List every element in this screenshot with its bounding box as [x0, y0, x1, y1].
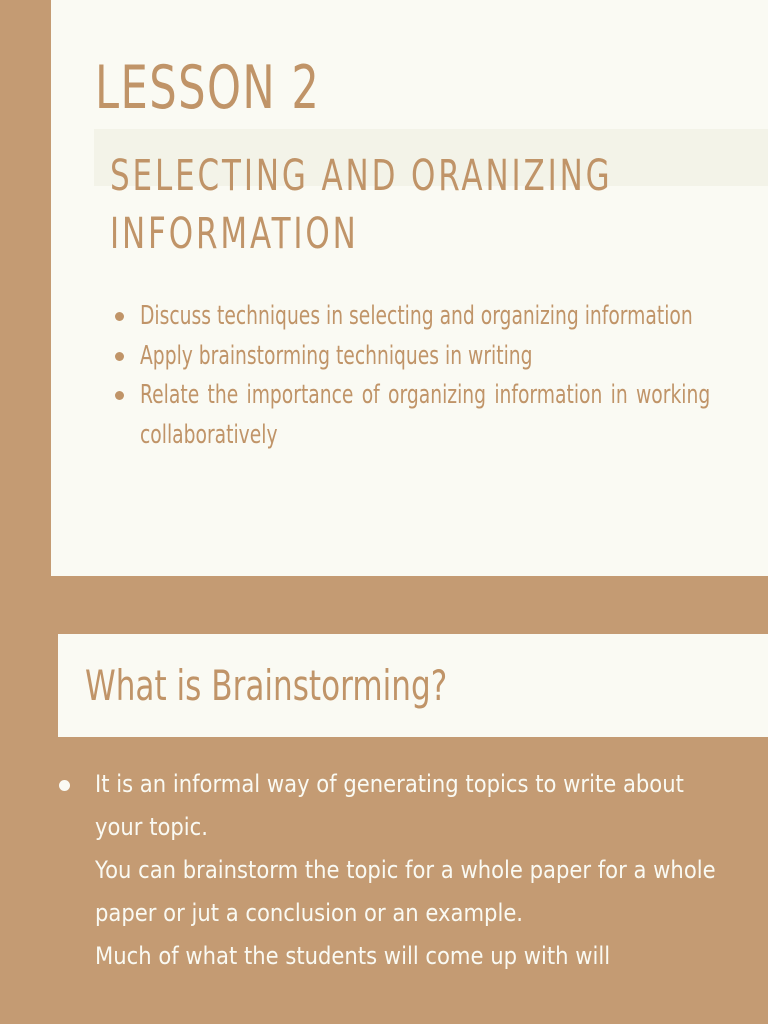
- body-paragraph: Much of what the students will come up with will: [95, 942, 611, 970]
- bullet-icon: [115, 391, 124, 400]
- bullet-icon: [115, 352, 124, 361]
- lesson-subtitle-line-2: INFORMATION: [110, 209, 359, 259]
- lesson-card: [51, 0, 768, 576]
- brainstorming-heading-card: [58, 634, 768, 737]
- objective-text: Relate the importance of organizing information in working collaboratively: [140, 380, 711, 450]
- objective-text: Discuss techniques in selecting and organizing information: [140, 301, 693, 331]
- objective-text: Apply brainstorming techniques in writing: [140, 340, 533, 371]
- lesson-title: LESSON 2: [95, 53, 321, 123]
- lesson-subtitle-line-1: SELECTING AND ORANIZING: [110, 151, 613, 201]
- body-paragraph: You can brainstorm the topic for a whole paper for a whole paper or jut a conclusion or an example.: [95, 856, 716, 927]
- bullet-icon: [59, 780, 70, 791]
- brainstorming-heading: What is Brainstorming?: [85, 661, 448, 710]
- brainstorming-body: [95, 763, 740, 978]
- bullet-icon: [115, 312, 124, 321]
- lesson-subtitle: [110, 147, 686, 263]
- objectives-list: [140, 297, 710, 455]
- objective-item: [140, 297, 710, 337]
- body-paragraph: It is an informal way of generating topics to write about your topic.: [95, 770, 684, 841]
- objective-item: [140, 337, 710, 377]
- objective-item: [140, 376, 710, 455]
